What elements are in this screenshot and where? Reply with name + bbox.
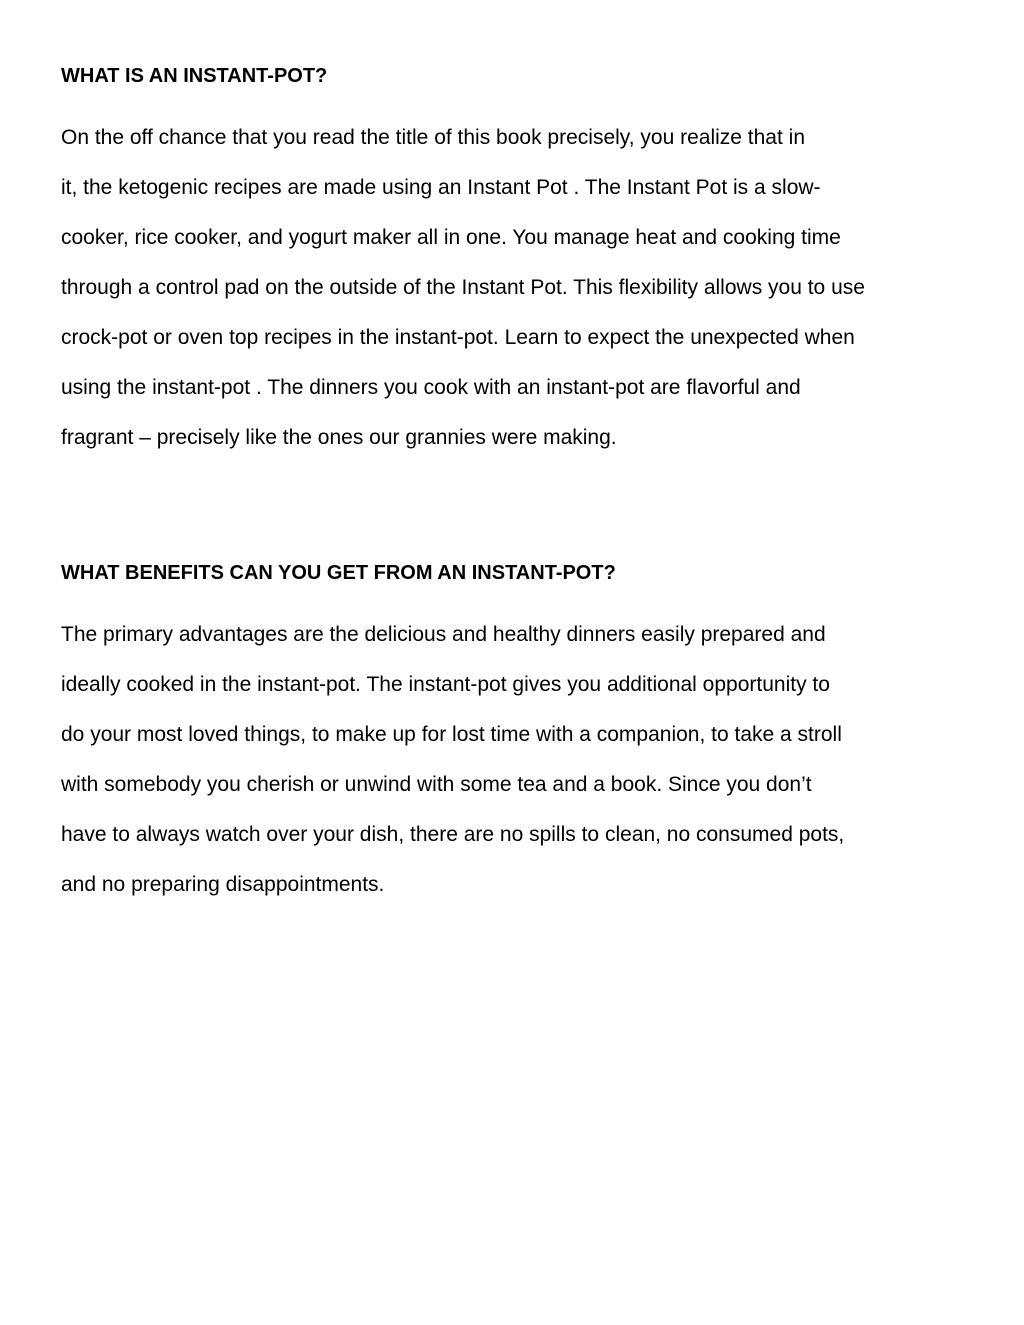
- section-paragraph: [61, 126, 961, 476]
- paragraph-line: and no preparing disappointments.: [61, 873, 385, 896]
- paragraph-line: through a control pad on the outside of the Instant Pot. This flexibility allows you to use: [61, 276, 865, 299]
- paragraph-line: cooker, rice cooker, and yogurt maker all in one. You manage heat and cooking time: [61, 226, 841, 249]
- paragraph-line: do your most loved things, to make up for lost time with a companion, to take a stroll: [61, 723, 842, 746]
- section-heading: WHAT IS AN INSTANT-POT?: [61, 65, 328, 87]
- section-what-is-instant-pot: [61, 64, 961, 476]
- paragraph-line: have to always watch over your dish, there are no spills to clean, no consumed pots,: [61, 823, 845, 846]
- paragraph-line: The primary advantages are the delicious and healthy dinners easily prepared and: [61, 623, 826, 646]
- paragraph-line: crock-pot or oven top recipes in the instant-pot. Learn to expect the unexpected when: [61, 326, 855, 349]
- paragraph-line: with somebody you cherish or unwind with some tea and a book. Since you don’t: [61, 773, 812, 796]
- section-benefits: [61, 561, 961, 923]
- paragraph-line: On the off chance that you read the title of this book precisely, you realize that in: [61, 126, 805, 149]
- paragraph-line: it, the ketogenic recipes are made using an Instant Pot . The Instant Pot is a slow-: [61, 176, 821, 199]
- section-heading: WHAT BENEFITS CAN YOU GET FROM AN INSTANT-POT?: [61, 562, 616, 584]
- paragraph-line: fragrant – precisely like the ones our grannies were making.: [61, 426, 617, 449]
- paragraph-line: ideally cooked in the instant-pot. The instant-pot gives you additional opportunity to: [61, 673, 830, 696]
- paragraph-line: using the instant-pot . The dinners you cook with an instant-pot are flavorful and: [61, 376, 801, 399]
- section-paragraph: [61, 623, 961, 923]
